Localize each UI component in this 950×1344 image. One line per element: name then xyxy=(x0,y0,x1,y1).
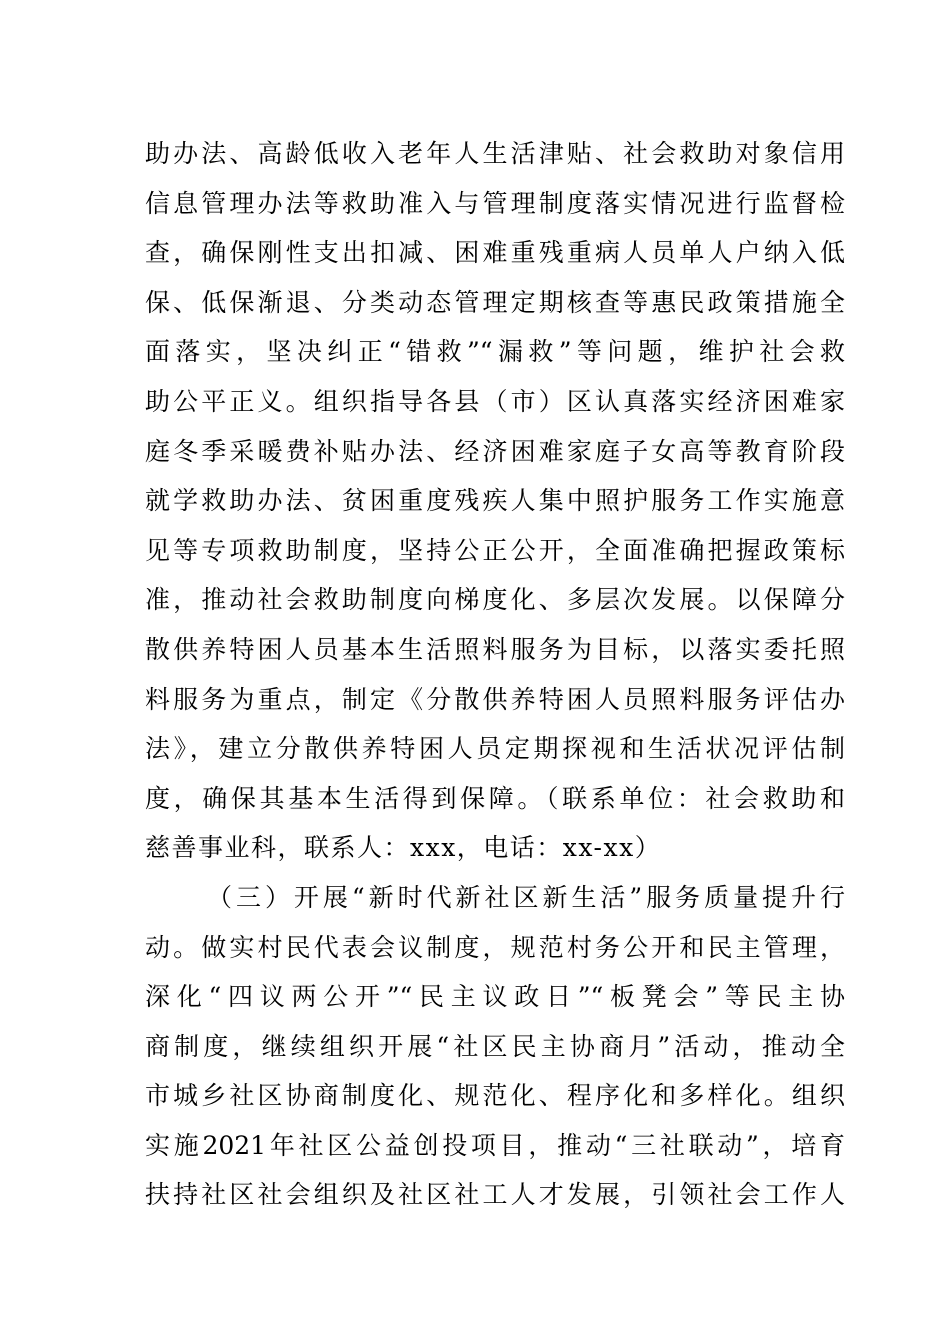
text-line: 准，推动社会救助制度向梯度化、多层次发展。以保障分 xyxy=(145,585,845,615)
body-text xyxy=(145,129,845,1220)
text-line: 保、低保渐退、分类动态管理定期核查等惠民政策措施全 xyxy=(145,287,845,317)
text-line: 度，确保其基本生活得到保障。（联系单位：社会救助和 xyxy=(145,783,845,813)
section-heading-line: （三）开展“新时代新社区新生活”服务质量提升行 xyxy=(207,882,845,912)
text-line: 法》，建立分散供养特困人员定期探视和生活状况评估制 xyxy=(145,734,845,764)
text-line: 助办法、高龄低收入老年人生活津贴、社会救助对象信用 xyxy=(145,139,845,168)
text-line: 信息管理办法等救助准入与管理制度落实情况进行监督检 xyxy=(145,188,845,218)
text-line: 扶持社区社会组织及社区社工人才发展，引领社会工作人 xyxy=(145,1180,845,1210)
text-line: 动。做实村民代表会议制度，规范村务公开和民主管理， xyxy=(145,932,845,962)
text-line: 查，确保刚性支出扣减、困难重残重病人员单人户纳入低 xyxy=(145,238,845,268)
text-line: 料服务为重点，制定《分散供养特困人员照料服务评估办 xyxy=(145,684,845,714)
text-line-paragraph-end: 慈善事业科，联系人：xxx，电话：xx-xx） xyxy=(145,833,662,863)
text-line: 散供养特困人员基本生活照料服务为目标，以落实委托照 xyxy=(145,634,845,664)
text-line: 商制度，继续组织开展“社区民主协商月”活动，推动全 xyxy=(145,1031,845,1061)
text-line: 深化“四议两公开”“民主议政日”“板凳会”等民主协 xyxy=(145,982,845,1012)
text-line: 面落实，坚决纠正“错救”“漏救”等问题，维护社会救 xyxy=(145,337,845,367)
text-line: 见等专项救助制度，坚持公正公开，全面准确把握政策标 xyxy=(145,535,845,565)
text-line: 市城乡社区协商制度化、规范化、程序化和多样化。组织 xyxy=(145,1081,845,1111)
text-line: 助公平正义。组织指导各县（市）区认真落实经济困难家 xyxy=(145,386,845,416)
text-line: 庭冬季采暖费补贴办法、经济困难家庭子女高等教育阶段 xyxy=(145,436,845,466)
text-line: 就学救助办法、贫困重度残疾人集中照护服务工作实施意 xyxy=(145,486,845,516)
text-line: 实施2021年社区公益创投项目，推动“三社联动”，培育 xyxy=(145,1130,845,1160)
